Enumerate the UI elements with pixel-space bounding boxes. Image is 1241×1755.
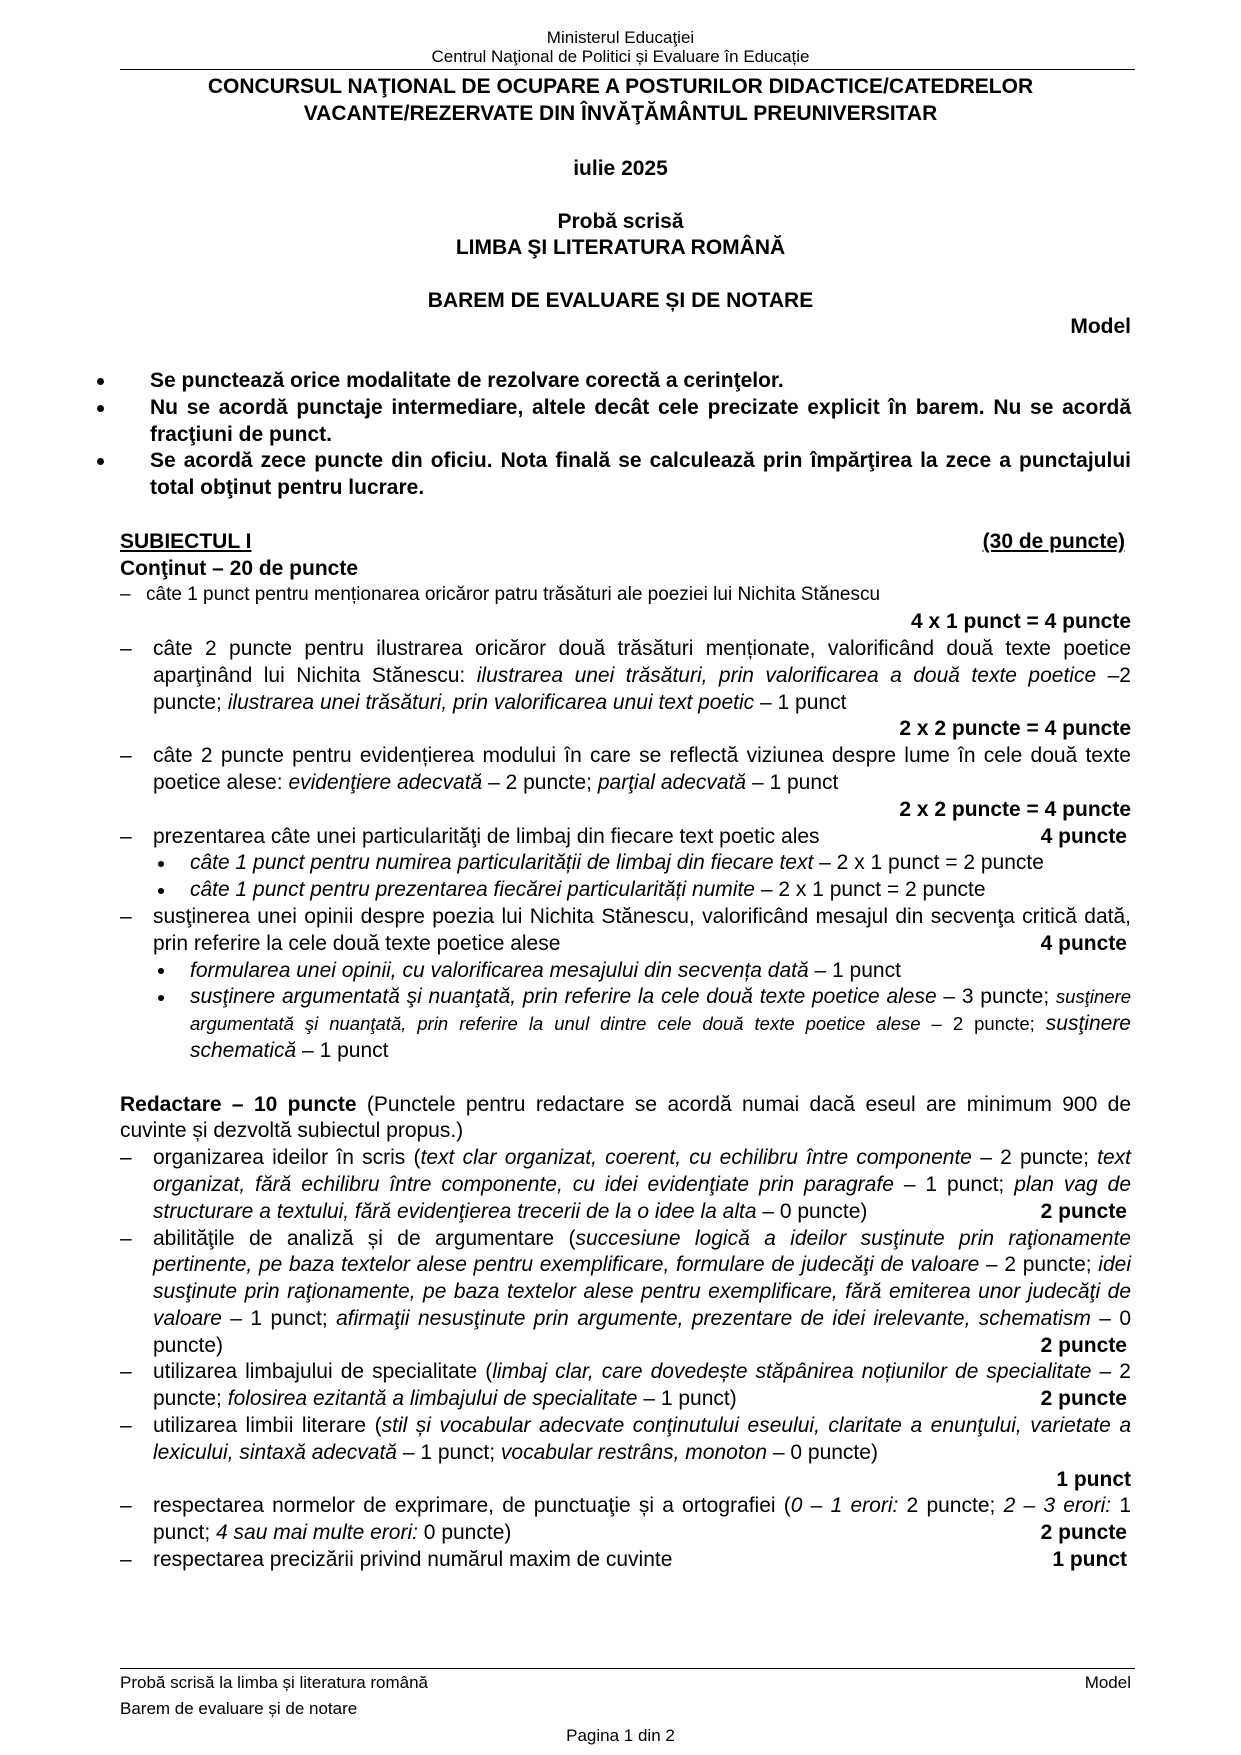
text-segment: câte 2 puncte pentru ilustrarea oricăror două trăsături menționate, valorificând două texte poetice aparţinând lui Nichita Stănescu:: [153, 636, 1131, 687]
dash-marker: –: [120, 824, 132, 848]
text-segment: ilustrarea unei trăsături, prin valorificarea a două texte poetice: [476, 663, 1097, 687]
text-segment: limbaj clar, care dovedește stăpânirea noțiunilor de specialitate: [492, 1360, 1092, 1384]
list-item: [120, 1547, 1131, 1574]
dash-marker: –: [120, 904, 132, 928]
text-segment: 0 puncte): [417, 1521, 512, 1545]
subject-points: (30 de puncte): [982, 529, 1125, 553]
item-score: 4 puncte: [1040, 931, 1127, 955]
exam-type: Probă scrisă: [557, 210, 684, 233]
header-divider: [120, 69, 1135, 70]
text-segment: – 0 puncte): [153, 1306, 1132, 1357]
text-segment: utilizarea limbajului de specialitate (: [153, 1360, 493, 1384]
footer-model: Model: [1084, 1673, 1131, 1692]
sub-item: [120, 958, 1131, 985]
bullet-icon: [158, 984, 164, 1011]
text-segment: respectarea normelor de exprimare, de punctuaţie și a ortografiei (: [153, 1494, 791, 1518]
text-segment: stil și vocabular adecvate conţinutului eseului, claritate a enunţului, varietate a lexicului, sintaxă adecvată: [153, 1414, 1132, 1464]
text-segment: câte 1 punct pentru prezentarea fiecărei particularități numite: [190, 878, 755, 902]
general-rule: [120, 395, 1131, 449]
content-items: [120, 582, 1131, 1064]
exam-date: iulie 2025: [573, 157, 668, 180]
rule-text: Se acordă zece puncte din oficiu. Nota finală se calculează prin împărţirea la zece a punctajului total obţinut pentru lucrare.: [150, 449, 1131, 500]
bullet-icon: [158, 958, 164, 985]
text-segment: – 2 puncte;: [971, 1146, 1098, 1170]
bullet-icon: [158, 850, 164, 877]
text-segment: – 2 puncte;: [482, 770, 598, 794]
text-segment: evidenţiere adecvată: [288, 770, 483, 794]
dash-marker: –: [120, 584, 131, 606]
sub-item: [120, 877, 1131, 904]
title-line-1: CONCURSUL NAŢIONAL DE OCUPARE A POSTURILOR DIDACTICE/CATEDRELOR: [207, 75, 1034, 98]
content-heading: Conţinut – 20 de puncte: [120, 556, 359, 580]
list-item: [120, 1359, 1131, 1413]
text-segment: afirmaţii nesusţinute prin argumente, prezentare de idei irelevante, schematism: [336, 1306, 1091, 1330]
page-number: Pagina 1 din 2: [566, 1726, 675, 1745]
item-score: 2 x 2 puncte = 4 puncte: [899, 717, 1131, 741]
text-segment: câte 2 puncte pentru evidențierea modului în care se reflectă viziunea despre lume în cele două texte poetice alese:: [153, 744, 1131, 794]
footer-subject: Probă scrisă la limba și literatura română: [120, 1673, 429, 1692]
dash-marker: –: [120, 1360, 132, 1384]
text-segment: susţinere argumentată şi nuanţată, prin referire la unul dintre cele două texte poetice alese: [190, 986, 1131, 1035]
dash-marker: –: [120, 1414, 132, 1438]
text-segment: – 1 punct;: [396, 1440, 501, 1464]
list-item: [120, 1145, 1131, 1225]
text-segment: abilităţile de analiză și de argumentare (: [153, 1226, 576, 1250]
dash-marker: –: [120, 1494, 132, 1518]
general-rules: [120, 368, 1131, 502]
footer-divider: [120, 1668, 1135, 1669]
text-segment: formularea unei opinii, cu valorificarea mesajului din secvența dată: [190, 958, 809, 982]
text-segment: – 2 x 1 punct = 2 puncte: [813, 851, 1044, 875]
text-segment: – 1 punct: [754, 690, 847, 714]
text-segment: plan vag de structurare a textului, fără evidenţierea trecerii de la o idee la alta: [153, 1172, 1132, 1223]
text-segment: 0 – 1 erori:: [790, 1494, 899, 1518]
list-item: [120, 904, 1131, 958]
text-segment: 1 punct;: [153, 1494, 1132, 1545]
text-segment: succesiune logică a ideilor susţinute prin raţionamente pertinente, pe baza textelor alese pentru exemplificare, formulare de judecăţi de valoare: [153, 1226, 1131, 1277]
dash-marker: –: [120, 1226, 132, 1250]
text-segment: – 1 punct): [637, 1387, 737, 1411]
dash-marker: –: [120, 636, 132, 660]
bullet-icon: [85, 448, 115, 475]
item-score: 4 puncte: [1040, 824, 1127, 848]
text-segment: text organizat, fără echilibru între componente, cu idei evidenţiate prin paragrafe: [153, 1146, 1132, 1196]
text-segment: text clar organizat, coerent, cu echilibru între componente: [420, 1146, 972, 1170]
text-segment: respectarea precizării privind numărul maxim de cuvinte: [153, 1548, 673, 1572]
text-segment: susţinere schematică: [190, 1012, 1131, 1062]
bullet-icon: [158, 877, 164, 904]
item-score: 2 puncte: [1040, 1521, 1127, 1545]
text-segment: câte 1 punct pentru menționarea oricăror patru trăsături ale poeziei lui Nichita Stănescu: [146, 584, 881, 606]
text-segment: – 2 puncte;: [920, 1013, 1046, 1035]
list-item: [120, 636, 1131, 716]
bullet-icon: [85, 368, 115, 395]
text-segment: susţinerea unei opinii despre poezia lui Nichita Stănescu, valorificând mesajul din secvenţa critică dată, prin referire la cele două texte poetice alese: [153, 904, 1131, 955]
list-item: [120, 1493, 1131, 1547]
sub-item: [120, 984, 1131, 1064]
rule-text: Se punctează orice modalitate de rezolvare corectă a cerinţelor.: [150, 369, 784, 392]
text-segment: câte 1 punct pentru numirea particularității de limbaj din fiecare text: [190, 851, 814, 875]
text-segment: – 1 punct: [808, 958, 901, 982]
text-segment: folosirea ezitantă a limbajului de specialitate: [227, 1387, 638, 1411]
text-segment: 2 – 3 erori:: [1003, 1494, 1112, 1518]
text-segment: utilizarea limbii literare (: [153, 1414, 382, 1438]
text-segment: – 1 punct;: [893, 1172, 1015, 1196]
item-score: 2 puncte: [1040, 1199, 1127, 1223]
bullet-icon: [85, 395, 115, 422]
list-item: [120, 824, 1131, 851]
title-line-2: VACANTE/REZERVATE DIN ÎNVĂŢĂMÂNTUL PREUNIVERSITAR: [303, 102, 938, 125]
text-segment: – 2 puncte;: [153, 1360, 1131, 1411]
general-rule: [120, 448, 1131, 502]
text-segment: – 0 puncte): [767, 1440, 878, 1464]
text-segment: – 0 puncte): [756, 1199, 868, 1223]
text-segment: 2 puncte;: [898, 1494, 1004, 1518]
dash-marker: –: [120, 744, 132, 768]
text-segment: – 1 punct: [296, 1038, 389, 1062]
dash-marker: –: [120, 1146, 132, 1170]
text-segment: vocabular restrâns, monoton: [500, 1440, 768, 1464]
subject-label: SUBIECTUL I: [120, 529, 252, 553]
list-item: [120, 1413, 1131, 1467]
text-segment: susţinere argumentată şi nuanţată, prin referire la cele două texte poetice alese: [190, 985, 937, 1009]
item-score: 1 punct: [1056, 1467, 1131, 1491]
footer-doc: Barem de evaluare și de notare: [120, 1699, 358, 1718]
document-title: BAREM DE EVALUARE ȘI DE NOTARE: [427, 289, 814, 312]
item-score: 2 puncte: [1040, 1333, 1127, 1357]
sub-item: [120, 850, 1131, 877]
dash-marker: –: [120, 1548, 132, 1572]
list-item: [120, 1226, 1131, 1360]
subject-heading: [120, 529, 1131, 556]
redactare-note: (Punctele pentru redactare se acordă numai dacă eseul are minimum 900 de cuvinte și dezvoltă subiectul propus.): [120, 1092, 1131, 1143]
text-segment: – 2 x 1 punct = 2 puncte: [754, 878, 986, 902]
exam-subject: LIMBA ŞI LITERATURA ROMÂNĂ: [455, 236, 786, 259]
redactare-heading: [120, 1092, 1131, 1146]
text-segment: prezentarea câte unei particularităţi de limbaj din fiecare text poetic ales: [153, 824, 820, 848]
general-rule: [120, 368, 1131, 395]
item-score: 2 puncte: [1040, 1387, 1127, 1411]
text-segment: parţial adecvată: [597, 770, 747, 794]
text-segment: –2 puncte;: [153, 663, 1131, 714]
redactare-items: [120, 1145, 1131, 1574]
ministry-name: Ministerul Educaţiei: [546, 28, 695, 47]
item-score: 2 x 2 puncte = 4 puncte: [899, 797, 1131, 821]
redactare-title: Redactare – 10 puncte: [120, 1092, 357, 1116]
center-name: Centrul Naţional de Politici și Evaluare în Educație: [431, 47, 810, 66]
document-body: [120, 368, 1131, 1574]
item-score: 4 x 1 punct = 4 puncte: [911, 610, 1131, 634]
rule-text: Nu se acordă punctaje intermediare, altele decât cele precizate explicit în barem. Nu se acordă fracţiuni de punct.: [150, 395, 1131, 446]
list-item: [120, 582, 1131, 609]
text-segment: 4 sau mai multe erori:: [216, 1521, 418, 1545]
text-segment: ilustrarea unei trăsături, prin valorificarea unui text poetic: [227, 690, 755, 714]
text-segment: – 2 puncte;: [979, 1253, 1099, 1277]
text-segment: – 1 punct;: [221, 1306, 337, 1330]
text-segment: – 3 puncte;: [936, 985, 1056, 1009]
text-segment: idei susţinute prin raţionamente, pe baza textelor alese pentru exemplificare, fără emiterea unor judecăţi de valoare: [153, 1253, 1131, 1330]
model-label: Model: [1070, 315, 1131, 338]
text-segment: organizarea ideilor în scris (: [153, 1146, 421, 1170]
list-item: [120, 743, 1131, 797]
item-score: 1 punct: [1052, 1548, 1127, 1572]
text-segment: – 1 punct: [746, 770, 839, 794]
